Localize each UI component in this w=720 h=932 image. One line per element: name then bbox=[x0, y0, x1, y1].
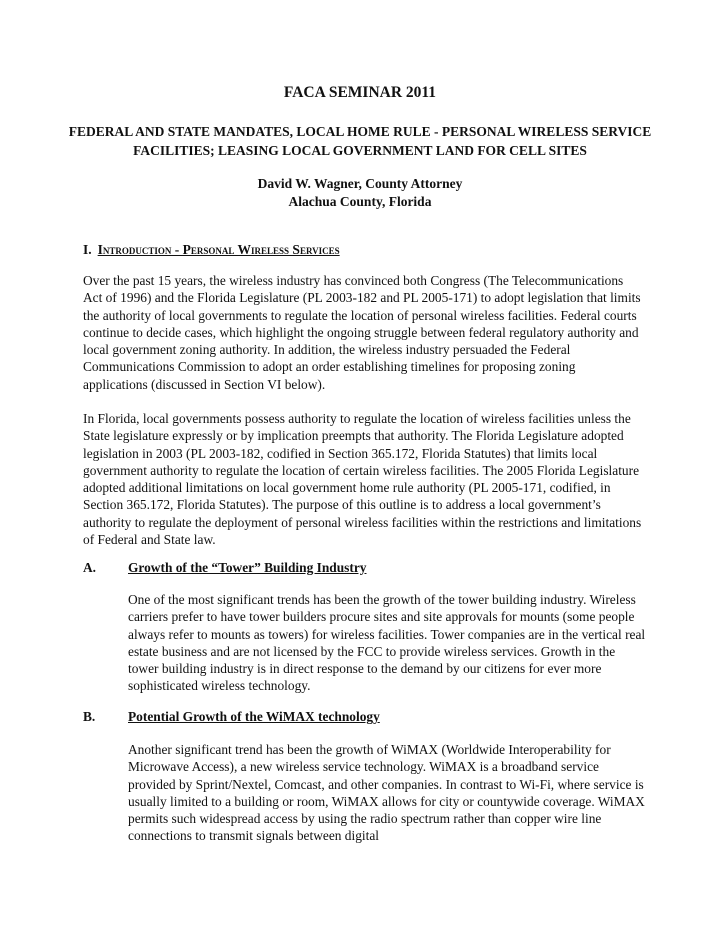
section-number: I. bbox=[83, 242, 92, 257]
subsection-paragraph: Another significant trend has been the growth of WiMAX (Worldwide Interoperability for Microwave Access), a new wireless service technology. WiMAX is a broadband service provided by Sprint/Nextel, Comcast, and other companies. In contrast to Wi-Fi, where service is usually limited to a building or room, WiMAX allows for city or countywide coverage. WiMAX permits such widespread access by using the radio spectrum rather than copper wire line connections to transmit signals between digital bbox=[128, 742, 645, 844]
subsection-paragraph: One of the most significant trends has been the growth of the tower building industry. Wireless carriers prefer to have tower builders procure sites and site approvals for mounts (some people always refer to mounts as towers) for wireless facilities. Tower companies are in the vertical real estate business and are not licensed by the FCC to provide wireless services. Growth in the tower building industry is in direct response to the demand by our citizens for ever more sophisticated wireless technology. bbox=[128, 592, 646, 694]
subsection-title: Growth of the “Tower” Building Industry bbox=[128, 560, 367, 575]
document-title: FACA SEMINAR 2011 bbox=[283, 84, 437, 101]
paragraph: In Florida, local governments possess authority to regulate the location of wireless facilities unless the State legislature expressly or by implication preempts that authority. The Florida Legislature adopted legislation in 2003 (PL 2003-182, codified in Section 365.172, Florida Statutes) that limits local government authority to regulate the location of certain wireless facilities. The 2005 Florida Legislature adopted additional limitations on local government home rule authority (PL 2005-171, codified, in Section 365.172, Florida Statutes). The purpose of this outline is to address a local government’s authority to regulate the deployment of personal wireless facilities within the restrictions and limitations of Federal and State law. bbox=[83, 411, 642, 548]
author-affiliation: Alachua County, Florida bbox=[288, 194, 432, 209]
author-block bbox=[60, 175, 660, 211]
document-subtitle: FEDERAL AND STATE MANDATES, LOCAL HOME RULE - PERSONAL WIRELESS SERVICE FACILITIES; LEASING LOCAL GOVERNMENT LAND FOR CELL SITES bbox=[68, 124, 652, 158]
subsection-letter: A. bbox=[83, 560, 97, 575]
subsection-heading-b bbox=[83, 709, 380, 725]
section-heading bbox=[83, 242, 340, 258]
paragraph: Over the past 15 years, the wireless industry has convinced both Congress (The Telecommunications Act of 1996) and the Florida Legislature (PL 2003-182 and PL 2005-171) to adopt legislation that limits the authority of local governments to regulate the location of personal wireless facilities. Federal courts continue to decide cases, which highlight the ongoing struggle between federal regulatory authority and local government zoning authority. In addition, the wireless industry persuaded the Federal Communications Commission to adopt an order establishing timelines for proposing zoning applications (discussed in Section VI below). bbox=[83, 273, 641, 392]
subsection-heading-a bbox=[83, 560, 366, 576]
subsection-letter: B. bbox=[83, 709, 96, 724]
subsection-title: Potential Growth of the WiMAX technology bbox=[128, 709, 380, 724]
author-name: David W. Wagner, County Attorney bbox=[257, 176, 463, 191]
section-title: Introduction - Personal Wireless Services bbox=[97, 242, 340, 257]
